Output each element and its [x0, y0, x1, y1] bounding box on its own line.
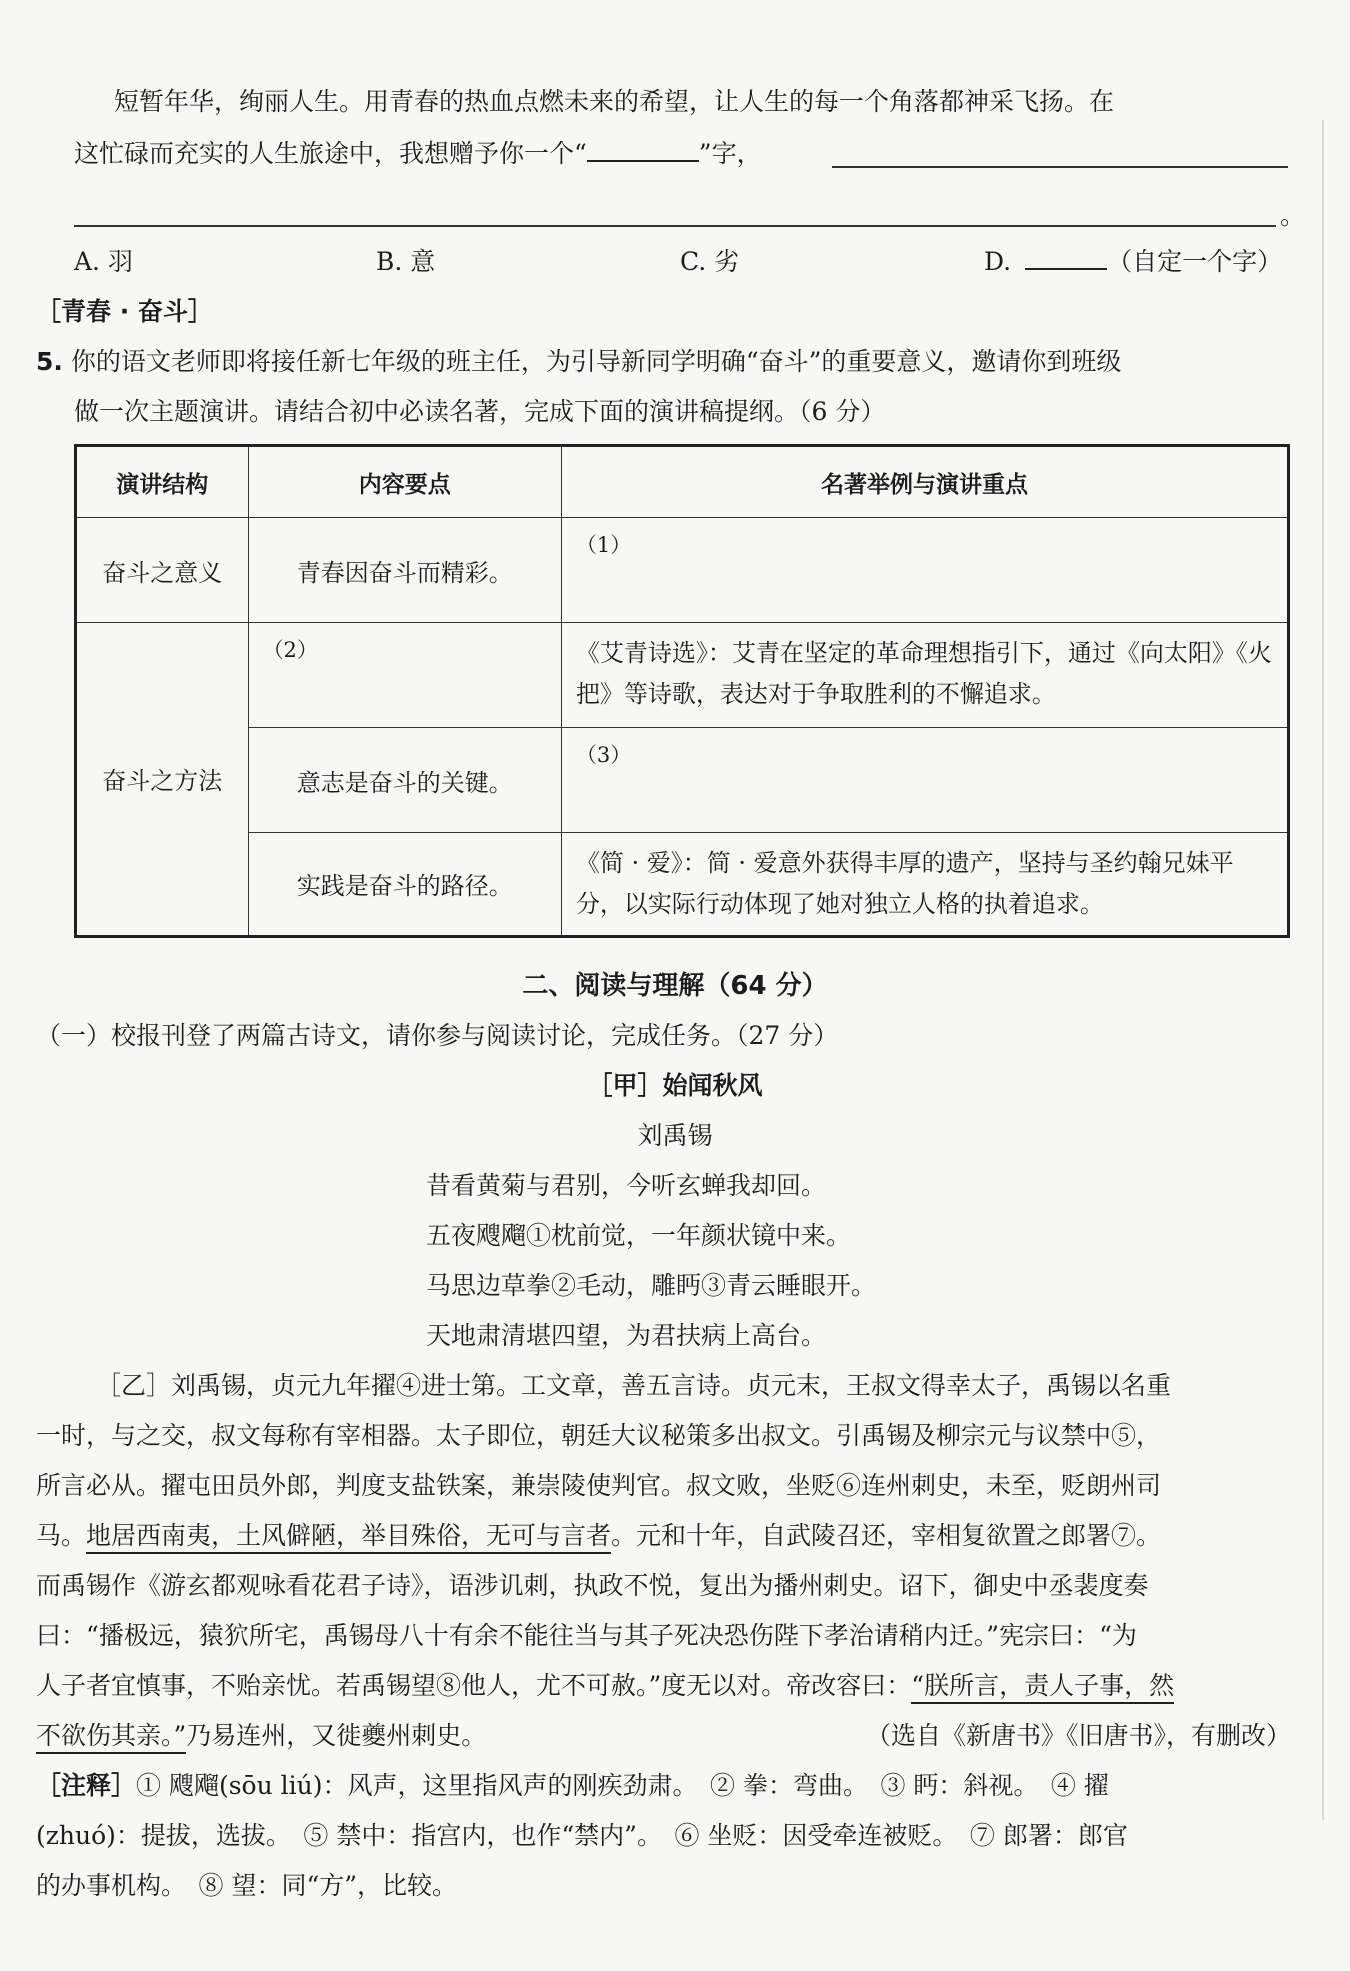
q4-line3-end: 。: [1280, 201, 1306, 230]
q4-line2-text-b: ”字，: [698, 139, 762, 168]
q5-line1: [36, 346, 1121, 377]
prose-line-6: 曰：“播极远，猿狖所宅，禹锡母八十有余不能往当与其子死决恐伤陛下孝治请稍内迁。”宪宗曰：“为: [36, 1621, 1137, 1650]
underlined-sentence-1: 地居西南夷，土风僻陋，举目殊俗，无可与言者: [86, 1521, 611, 1554]
prose-source: （选自《新唐书》《旧唐书》，有删改）: [866, 1721, 1292, 1750]
underlined-sentence-2b: 不欲伤其亲。”: [36, 1721, 186, 1754]
poem-line-4: 天地肃清堪四望，为君扶病上高台。: [426, 1321, 827, 1350]
answer-cell-1[interactable]: （1）: [561, 518, 1288, 623]
table-cell-point-1: 青春因奋斗而精彩。: [248, 518, 561, 623]
q4-answer-line-2[interactable]: [74, 225, 1276, 227]
underlined-sentence-2a: “朕所言，责人子事，然: [911, 1671, 1174, 1704]
answer-cell-3[interactable]: （3）: [561, 728, 1288, 833]
table-cell-point-4: 实践是奋斗的路径。: [248, 833, 561, 937]
prose-line-5: 而禹锡作《游玄都观咏看花君子诗》，语涉讥刺，执政不悦，复出为播州刺史。诏下，御史中丞裴度奏: [36, 1571, 1149, 1600]
table-header-structure: 演讲结构: [76, 446, 249, 518]
poem-line-3: 马思边草拳②毛动，雕眄③青云睡眼开。: [426, 1271, 877, 1300]
prose-line-7: 人子者宜慎事，不贻亲忧。若禹锡望⑧他人，尤不可赦。”度无以对。帝改容曰：“朕所言，责人子事，然: [36, 1670, 1174, 1701]
answer-cell-2[interactable]: （2）: [248, 623, 561, 728]
notes-label: ［注释］: [36, 1771, 137, 1800]
q4-option-c: C. 劣: [680, 247, 740, 276]
table-cell-structure-1: 奋斗之意义: [76, 518, 249, 623]
q4-line2: [74, 138, 762, 169]
poem-line-1: 昔看黄菊与君别，今听玄蝉我却回。: [426, 1171, 827, 1200]
q4-answer-line-1[interactable]: [832, 166, 1288, 168]
q4-line1: 短暂年华，绚丽人生。用青春的热血点燃未来的希望，让人生的每一个角落都神采飞扬。在: [114, 87, 1115, 116]
q4-option-d-suffix: （自定一个字）: [1107, 247, 1283, 276]
poem-line-2: 五夜飕飗①枕前觉，一年颜状镜中来。: [426, 1221, 852, 1250]
poem-title: ［甲］始闻秋风: [587, 1071, 763, 1100]
poem-author: 刘禹锡: [637, 1121, 713, 1150]
prose-line-4: 马。地居西南夷，土风僻陋，举目殊俗，无可与言者。元和十年，自武陵召还，宰相复欲置之郎署⑦。: [36, 1520, 1161, 1551]
q4-option-d: [984, 246, 1282, 277]
q4-option-d-blank[interactable]: [1025, 246, 1107, 270]
part2-subtitle: （一）校报刊登了两篇古诗文，请你参与阅读讨论，完成任务。（27 分）: [36, 1021, 839, 1050]
prose-line-8: 不欲伤其亲。”乃易连州，又徙夔州刺史。: [36, 1720, 486, 1751]
notes-line-1: ［注释］① 飕飗(sōu liú)：风声，这里指风声的刚疾劲肃。 ② 拳：弯曲。 ③ 眄：斜视。 ④ 擢: [36, 1771, 1109, 1800]
table-cell-point-3: 意志是奋斗的关键。: [248, 728, 561, 833]
q5-number: 5.: [36, 347, 63, 376]
notes-line-2: (zhuó)：提拔，选拔。 ⑤ 禁中：指宫内，也作“禁内”。 ⑥ 坐贬：因受牵连被贬。 ⑦ 郎署：郎官: [36, 1821, 1128, 1850]
part2-title: 二、阅读与理解（64 分）: [522, 971, 828, 1001]
table-cell-structure-2: 奋斗之方法: [76, 623, 249, 937]
prose-line-3: 所言必从。擢屯田员外郎，判度支盐铁案，兼崇陵使判官。叔文败，坐贬⑥连州刺史，未至，贬朗州司: [36, 1471, 1162, 1500]
table-header-point: 内容要点: [248, 446, 561, 518]
q4-line2-text-a: 这忙碌而充实的人生旅途中，我想赠予你一个“: [74, 139, 587, 168]
table-cell-example-4: 《简 · 爱》：简 · 爱意外获得丰厚的遗产，坚持与圣约翰兄妹平分，以实际行动体现了她对独立人格的执着追求。: [561, 833, 1288, 937]
table-cell-example-2: 《艾青诗选》：艾青在坚定的革命理想指引下，通过《向太阳》《火把》等诗歌，表达对于争取胜利的不懈追求。: [561, 623, 1288, 728]
q5-line1-text: 你的语文老师即将接任新七年级的班主任，为引导新同学明确“奋斗”的重要意义，邀请你到班级: [70, 347, 1122, 376]
speech-outline-table: [74, 444, 1290, 938]
section-tag: ［青春 · 奋斗］: [36, 297, 213, 326]
q4-option-b: B. 意: [376, 247, 436, 276]
q5-line2: 做一次主题演讲。请结合初中必读名著，完成下面的演讲稿提纲。（6 分）: [74, 397, 886, 426]
notes-line-3: 的办事机构。 ⑧ 望：同“方”，比较。: [36, 1871, 458, 1900]
q4-character-blank[interactable]: [587, 138, 699, 162]
q4-option-d-label: D.: [984, 247, 1012, 276]
table-header-example: 名著举例与演讲重点: [561, 446, 1288, 518]
q4-option-a: A. 羽: [74, 247, 133, 276]
prose-line-1: ［乙］刘禹锡，贞元九年擢④进士第。工文章，善五言诗。贞元末，王叔文得幸太子，禹锡以名重: [96, 1371, 1172, 1400]
prose-line-2: 一时，与之交，叔文每称有宰相器。太子即位，朝廷大议秘策多出叔文。引禹锡及柳宗元与议禁中⑤，: [36, 1421, 1162, 1450]
